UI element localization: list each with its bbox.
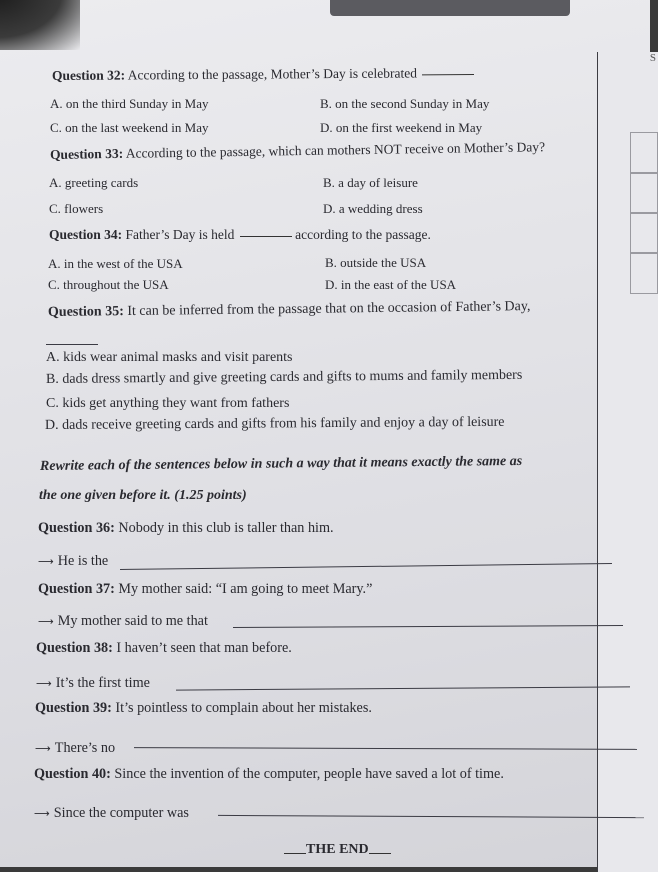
option-a: A. kids wear animal masks and visit parents (46, 350, 293, 365)
option-a: A. on the third Sunday in May (50, 96, 209, 111)
margin-box (630, 132, 658, 174)
question-text: It’s pointless to complain about her mistakes. (111, 700, 372, 716)
question-36 (38, 520, 334, 537)
option-d: D. a wedding dress (323, 201, 423, 216)
option-b: B. dads dress smartly and give greeting cards and gifts to mums and family members (45, 367, 523, 387)
answer-blank (46, 344, 98, 345)
question-label: Question 39: (35, 700, 112, 716)
question-33 (50, 139, 545, 163)
question-text: Nobody in this club is taller than him. (114, 520, 334, 536)
question-label: Question 35: (47, 304, 124, 320)
arrow-icon: ⟶ (35, 742, 51, 755)
answer-prompt (38, 613, 208, 630)
margin-box (630, 172, 658, 214)
arrow-icon: ⟶ (38, 615, 54, 628)
question-32 (52, 65, 474, 84)
question-35 (48, 299, 531, 321)
answer-line[interactable] (233, 625, 623, 628)
answer-line[interactable] (120, 563, 612, 570)
answer-line[interactable] (218, 815, 644, 818)
question-text: Father’s Day is held (122, 227, 235, 242)
option-d: D. on the first weekend in May (320, 120, 483, 135)
question-text: I haven’t seen that man before. (112, 640, 292, 656)
question-39 (35, 700, 372, 717)
answer-start: It’s the first time (55, 675, 150, 691)
answer-prompt (38, 553, 108, 570)
end-rule-right (369, 852, 391, 854)
question-text: My mother said: “I am going to meet Mary.” (114, 581, 373, 597)
question-text: according to the passage. (295, 227, 431, 242)
option-c: C. throughout the USA (48, 277, 169, 292)
question-text: According to the passage, which can mothers NOT receive on Mother’s Day? (123, 139, 546, 161)
option-b: B. a day of leisure (323, 175, 418, 190)
the-end-footer (284, 842, 391, 858)
question-text: According to the passage, Mother’s Day is celebrated (125, 65, 417, 83)
answer-line[interactable] (134, 747, 637, 750)
answer-line[interactable] (176, 686, 630, 690)
margin-box (630, 252, 658, 294)
option-a: A. in the west of the USA (48, 256, 183, 271)
answer-blank (240, 235, 292, 237)
question-text: It can be inferred from the passage that on the occasion of Father’s Day, (123, 299, 531, 320)
question-label: Question 34: (49, 227, 123, 242)
answer-start: Since the computer was (53, 805, 189, 821)
question-label: Question 37: (38, 581, 115, 597)
question-label: Question 33: (49, 145, 124, 162)
end-rule-left (284, 852, 306, 854)
answer-prompt (35, 740, 115, 757)
question-label: Question 32: (51, 67, 126, 83)
question-label: Question 36: (38, 520, 115, 536)
rewrite-instruction-line2: the one given before it. (1.25 points) (39, 488, 247, 503)
edge-letter: S (649, 52, 656, 64)
question-37 (38, 581, 372, 598)
answer-start: My mother said to me that (57, 613, 208, 629)
question-38 (36, 640, 292, 657)
photo-top-strip (330, 0, 570, 16)
question-label: Question 38: (36, 640, 113, 656)
question-40 (34, 766, 504, 783)
option-d: D. dads receive greeting cards and gifts from his family and enjoy a day of leisure (44, 414, 505, 433)
option-d: D. in the east of the USA (325, 277, 457, 292)
option-c: C. flowers (49, 201, 104, 216)
answer-start: There’s no (54, 740, 116, 756)
question-label: Question 40: (34, 766, 111, 782)
answer-start: He is the (57, 553, 109, 569)
question-34 (49, 227, 431, 243)
arrow-icon: ⟶ (36, 677, 52, 690)
the-end-text: THE END (306, 842, 369, 857)
answer-prompt (36, 675, 150, 692)
arrow-icon: ⟶ (38, 555, 54, 568)
option-b: B. on the second Sunday in May (320, 96, 490, 111)
rewrite-instruction-line1: Rewrite each of the sentences below in such a way that it means exactly the same as (39, 453, 523, 474)
answer-blank (422, 73, 474, 75)
arrow-icon: ⟶ (34, 807, 50, 820)
option-a: A. greeting cards (49, 175, 139, 190)
answer-prompt (34, 805, 189, 822)
option-c: C. on the last weekend in May (50, 120, 209, 135)
option-b: B. outside the USA (325, 255, 427, 270)
margin-box (630, 212, 658, 254)
photo-shadow-corner (0, 0, 80, 50)
question-text: Since the invention of the computer, people have saved a lot of time. (110, 766, 504, 782)
option-c: C. kids get anything they want from fathers (46, 396, 290, 411)
